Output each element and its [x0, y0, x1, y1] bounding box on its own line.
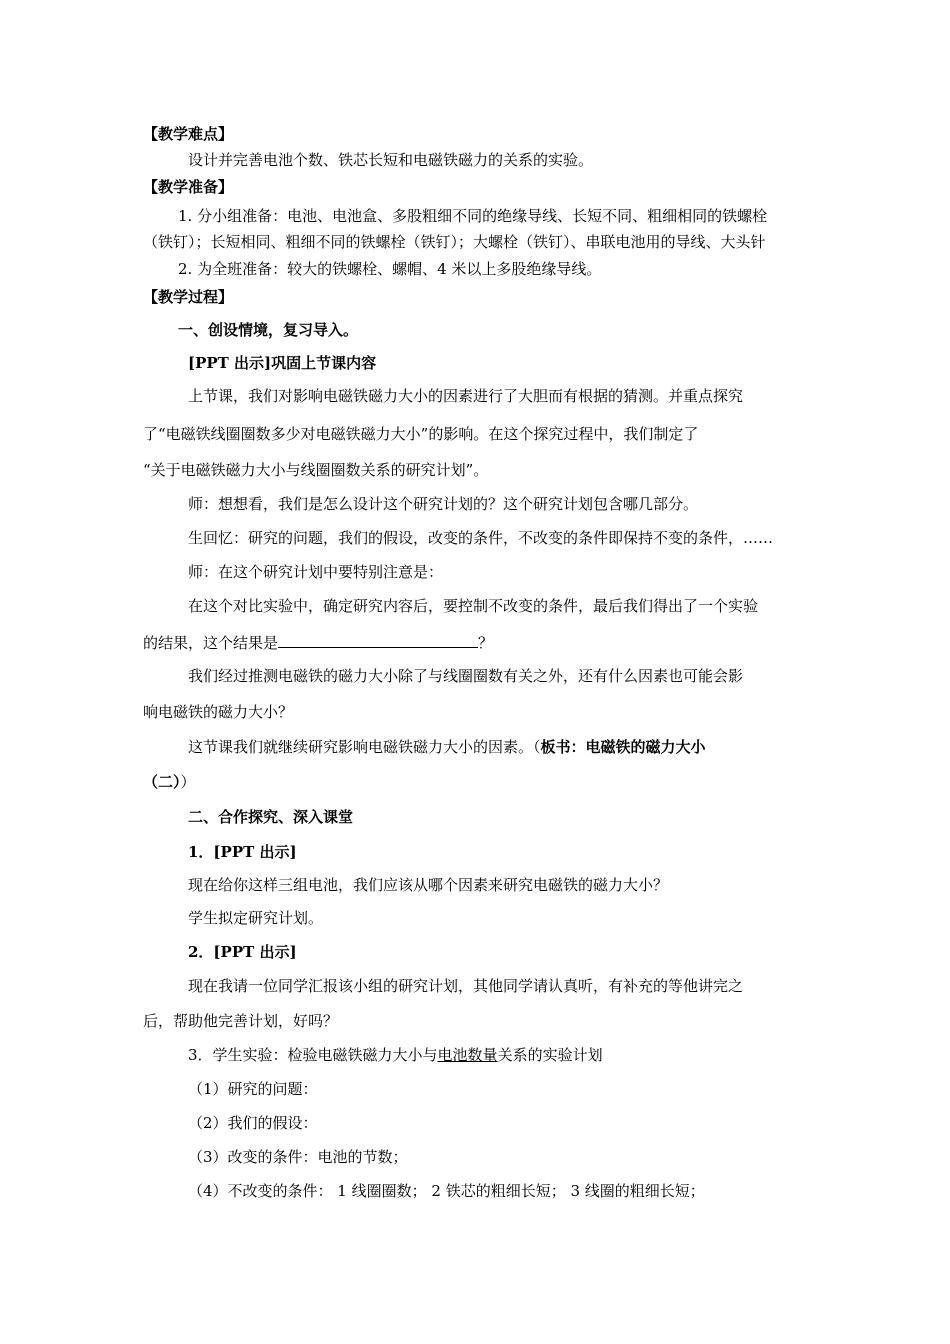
paragraph-7-text: 这节课我们就继续研究影响电磁铁磁力大小的因素。（ — [188, 738, 541, 756]
step-3-suffix: 关系的实验计划 — [497, 1046, 603, 1064]
paragraph-5-line-1: 在这个对比实验中，确定研究内容后，要控制不改变的条件，最后我们得出了一个实验 — [188, 597, 759, 615]
paragraph-5-suffix: ？ — [478, 634, 494, 652]
step-1-question: 现在给你这样三组电池，我们应该从哪个因素来研究电磁铁的磁力大小？ — [188, 876, 669, 894]
difficulty-text: 设计并完善电池个数、铁芯长短和电磁铁磁力的关系的实验。 — [188, 151, 594, 169]
paragraph-7-line-1 — [188, 737, 706, 757]
preparation-item-1-line-1: 1. 分小组准备：电池、电池盒、多股粗细不同的绝缘导线、长短不同、粗细相同的铁螺栓 — [178, 207, 768, 225]
paragraph-1-line-1: 上节课，我们对影响电磁铁磁力大小的因素进行了大胆而有根据的猜测。并重点探究 — [188, 387, 744, 405]
paragraph-7-line-2 — [143, 772, 196, 792]
step-2-line-1: 现在我请一位同学汇报该小组的研究计划，其他同学请认真听，有补充的等他讲完之 — [188, 977, 744, 995]
step-1-title: 1．[PPT 出示] — [188, 843, 297, 861]
paragraph-7-close: ） — [180, 773, 196, 791]
preparation-heading: 【教学准备】 — [143, 178, 234, 196]
paragraph-6-line-2: 响电磁铁的磁力大小？ — [143, 703, 294, 721]
fill-in-blank — [278, 632, 478, 648]
preparation-item-2: 2. 为全班准备：较大的铁螺栓、螺帽、4 米以上多股绝缘导线。 — [178, 260, 602, 278]
teacher-note: 师：在这个研究计划中要特别注意是： — [188, 563, 444, 581]
teacher-question: 师：想想看，我们是怎么设计这个研究计划的？这个研究计划包含哪几部分。 — [188, 495, 699, 513]
ppt-1-label: [PPT 出示]巩固上节课内容 — [188, 354, 377, 372]
step-2-title: 2．[PPT 出示] — [188, 943, 297, 961]
step-2-line-2: 后，帮助他完善计划，好吗？ — [143, 1012, 339, 1030]
student-recall: 生回忆：研究的问题，我们的假设，改变的条件，不改变的条件即保持不变的条件，…… — [188, 529, 774, 547]
blackboard-note: 板书：电磁铁的磁力大小 — [540, 738, 706, 756]
section-1-title: 一、创设情境，复习导入。 — [178, 321, 359, 339]
process-heading: 【教学过程】 — [143, 288, 234, 306]
difficulty-heading: 【教学难点】 — [143, 125, 234, 143]
paragraph-1-line-3: “关于电磁铁磁力大小与线圈圈数关系的研究计划”。 — [143, 461, 489, 479]
preparation-item-1-line-2: （铁钉）；长短相同、粗细不同的铁螺栓（铁钉）；大螺栓（铁钉）、串联电池用的导线、大头针 — [143, 233, 766, 251]
blackboard-note-part-2: （二） — [143, 773, 181, 791]
section-2-title: 二、合作探究、深入课堂 — [188, 808, 354, 826]
paragraph-1-line-2: 了“电磁铁线圈圈数多少对电磁铁磁力大小”的影响。在这个探究过程中，我们制定了 — [143, 425, 699, 443]
step-3-underlined-term: 电池数量 — [437, 1046, 498, 1064]
plan-item-2: （2）我们的假设： — [188, 1114, 318, 1132]
paragraph-5-line-2 — [143, 632, 493, 653]
step-3-title — [188, 1045, 603, 1065]
step-1-activity: 学生拟定研究计划。 — [188, 909, 324, 927]
plan-item-1: （1）研究的问题： — [188, 1080, 318, 1098]
plan-item-4: （4）不改变的条件： 1 线圈圈数； 2 铁芯的粗细长短； 3 线圈的粗细长短； — [188, 1182, 705, 1200]
plan-item-3: （3）改变的条件：电池的节数； — [188, 1148, 408, 1166]
step-3-prefix: 3．学生实验：检验电磁铁磁力大小与 — [188, 1046, 438, 1064]
paragraph-6-line-1: 我们经过推测电磁铁的磁力大小除了与线圈圈数有关之外，还有什么因素也可能会影 — [188, 667, 744, 685]
paragraph-5-prefix: 的结果，这个结果是 — [143, 634, 279, 652]
